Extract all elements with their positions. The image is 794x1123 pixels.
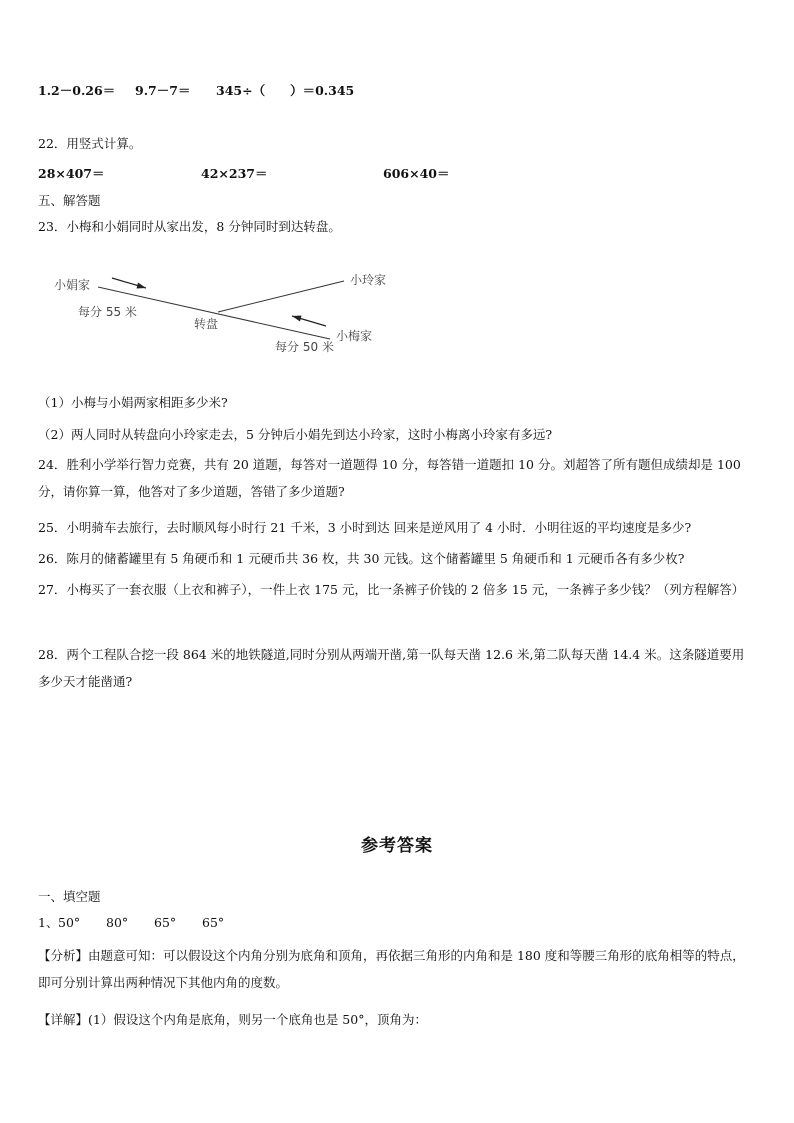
answer-1-value-3: 65° xyxy=(154,915,177,930)
equation-1: 1.2－0.26＝ xyxy=(38,83,116,98)
route-diagram xyxy=(40,262,400,362)
answer-1-prefix: 1、 xyxy=(38,915,59,930)
question-25: 25．小明骑车去旅行，去时顺风每小时行 21 千米，3 小时到达 回来是逆风用了 4 小时．小明往返的平均速度是多少? xyxy=(38,520,692,535)
answer-analysis: 【分析】由题意可知：可以假设这个内角分别为底角和顶角，再依据三角形的内角和是 180 度和等腰三角形的底角相等的特点，即可分别计算出两种情况下其他内角的度数。 xyxy=(38,948,745,990)
label-roundabout: 转盘 xyxy=(194,317,219,331)
answer-1-value-1: 50° xyxy=(58,915,81,930)
section-heading-5: 五、解答题 xyxy=(38,193,101,208)
question-23-part-1: （1）小梅与小娟两家相距多少米? xyxy=(38,395,228,410)
arrow-left-icon xyxy=(292,316,326,327)
question-23: 23．小梅和小娟同时从家出发，8 分钟同时到达转盘。 xyxy=(38,219,341,234)
label-juan-home: 小娟家 xyxy=(54,278,91,292)
answers-title: 参考答案 xyxy=(361,836,433,856)
road-pan-to-ling xyxy=(218,281,344,312)
question-27: 27．小梅买了一套衣服（上衣和裤子），一件上衣 175 元，比一条裤子价钱的 2 倍多 15 元，一条裤子多少钱？（列方程解答） xyxy=(38,582,745,597)
question-22: 22．用竖式计算。 xyxy=(38,136,142,151)
equation-q22-2: 42×237＝ xyxy=(201,166,268,181)
question-24: 24．胜利小学举行智力竞赛，共有 20 道题，每答对一道题得 10 分，每答错一道题扣 10 分。刘超答了所有题但成绩却是 100 分，请你算一算，他答对了多少道题，答错了多少道题? xyxy=(38,457,741,499)
equation-2: 9.7－7＝ xyxy=(135,83,191,98)
answer-detail: 【详解】(1）假设这个内角是底角，则另一个底角也是 50°，顶角为： xyxy=(38,1012,427,1027)
question-26: 26．陈月的储蓄罐里有 5 角硬币和 1 元硬币共 36 枚，共 30 元钱。这个储蓄罐里 5 角硬币和 1 元硬币各有多少枚? xyxy=(38,551,685,566)
question-28: 28．两个工程队合挖一段 864 米的地铁隧道,同时分别从两端开凿,第一队每天凿 12.6 米,第二队每天凿 14.4 米。这条隧道要用多少天才能凿通? xyxy=(38,647,745,689)
label-mei-home: 小梅家 xyxy=(336,329,373,343)
label-speed-juan: 每分 55 米 xyxy=(78,305,137,319)
label-speed-mei: 每分 50 米 xyxy=(275,340,334,354)
answers-section-1: 一、填空题 xyxy=(38,889,101,904)
answer-1-value-4: 65° xyxy=(202,915,225,930)
equation-q22-1: 28×407＝ xyxy=(38,166,105,181)
label-ling-home: 小玲家 xyxy=(350,273,387,287)
arrow-right-icon xyxy=(112,278,146,289)
equation-3: 345÷（ ）＝0.345 xyxy=(216,83,355,98)
equation-q22-3: 606×40＝ xyxy=(383,166,450,181)
question-23-part-2: （2）两人同时从转盘向小玲家走去，5 分钟后小娟先到达小玲家，这时小梅离小玲家有多远? xyxy=(38,427,553,442)
answer-1-value-2: 80° xyxy=(106,915,129,930)
